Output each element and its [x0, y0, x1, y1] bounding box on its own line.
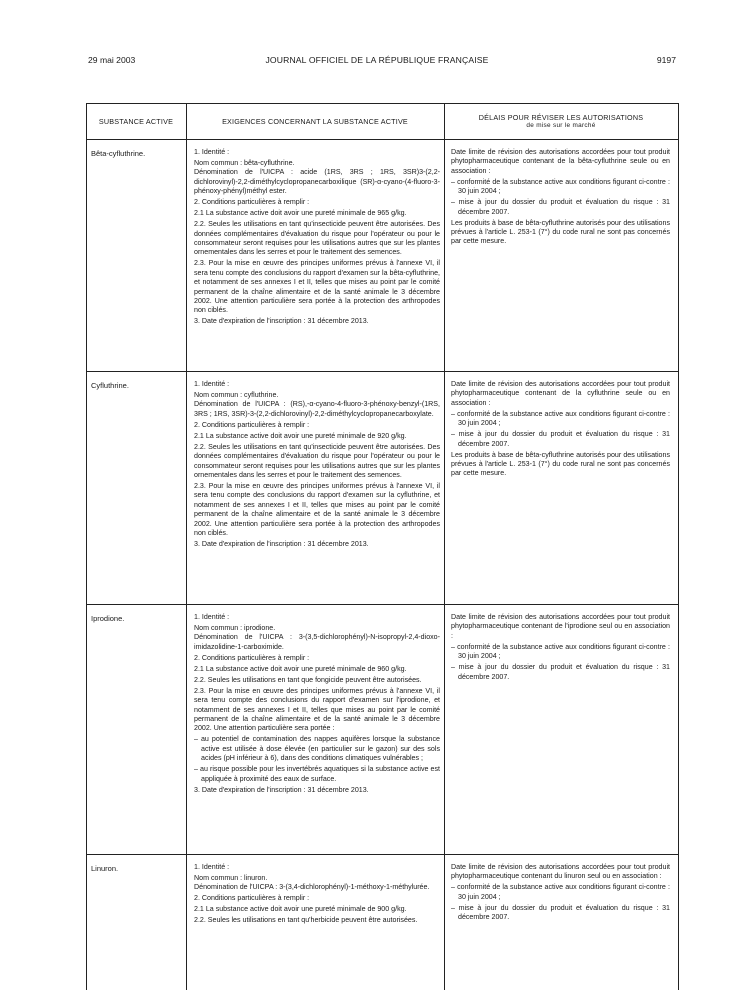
substance-name: Cyfluthrine.	[91, 381, 129, 390]
journal-title: JOURNAL OFFICIEL DE LA RÉPUBLIQUE FRANÇAISE	[265, 55, 489, 65]
page-number: 9197	[656, 55, 676, 65]
substance-name: Bêta-cyfluthrine.	[91, 149, 146, 158]
exigences-cell: 1. Identité : Nom commun : bêta-cyfluthrine. Dénomination de l'UICPA : acide (1RS, 3RS ; 1RS, 3SR)3-(2,2-dichlorovinyl)-2,2-diméthylcyclopropanecarboxilique (SR)-α-cyano-(4-fluoro-3-phénoxy-phényl)méthyl ester. 2. Conditions particulières à remplir : 2.1 La substance active doit avoir une pureté minimale de 965 g/kg. 2.2. Seules les utilisations en tant qu'insecticide peuvent être autorisées. Des données complémentaires d'évaluation du risque pour l'opérateur ou pour le consommateur seront requises pour les utilisations autres que sur les plantes ornementales dans les serres et pour le traitement des semences. 2.3. Pour la mise en œuvre des principes uniformes prévus à l'annexe VI, il sera tenu compte des conclusions du rapport d'examen sur la bêta-cyfluthrine, et notamment de ses annexes I et II, telles que mises au point par le comité permanent de la chaîne alimentaire et de la santé animale le 3 décembre 2002. Une attention particulière sera portée à la protection des arthropodes non ciblés. 3. Date d'expiration de l'inscription : 31 décembre 2013.	[194, 148, 440, 326]
header-date: 29 mai 2003	[88, 55, 136, 65]
header-separator	[86, 139, 678, 140]
row-separator-2	[86, 604, 678, 605]
delais-cell: Date limite de révision des autorisations accordées pour tout produit phytopharmaceutique contenant du linuron seul ou en association : – conformité de la substance active aux conditions figurant ci-contre : 30 juin 2004 ; – mise à jour du dossier du produit et évaluation du risque : 31 décembre 2007.	[451, 863, 670, 922]
column-header-delais: DÉLAIS POUR RÉVISER LES AUTORISATIONS de mise sur le marché	[478, 113, 644, 129]
regulation-table	[86, 103, 678, 990]
exigences-cell: 1. Identité : Nom commun : iprodione. Dénomination de l'UICPA : 3-(3,5-dichlorophényl)-N-isopropyl-2,4-dioxo-imidazolidine-1-carboximide. 2. Conditions particulières à remplir : 2.1 La substance active doit avoir une pureté minimale de 960 g/kg. 2.2. Seules les utilisations en tant que fongicide peuvent être autorisées. 2.3. Pour la mise en œuvre des principes uniformes prévus à l'annexe VI, il sera tenu compte des conclusions du rapport d'examen sur l'iprodione, et notamment de ses annexes I et II, telles que mises au point par le comité permanent de la chaîne alimentaire et de la santé animale le 3 décembre 2002. Une attention particulière sera portée : – au potentiel de contamination des nappes aquifères lorsque la substance active est utilisée à dose élevée (en particulier sur le gazon) sur des sols acides (pH inférieur à 6), dans des conditions climatiques vulnérables ; – au risque possible pour les invertébrés aquatiques si la substance active est appliquée à proximité des eaux de surface. 3. Date d'expiration de l'inscription : 31 décembre 2013.	[194, 613, 440, 794]
delais-cell: Date limite de révision des autorisations accordées pour tout produit phytopharmaceutique contenant de la bêta-cyfluthrine seule ou en association : – conformité de la substance active aux conditions figurant ci-contre : 30 juin 2004 ; – mise à jour du dossier du produit et évaluation du risque : 31 décembre 2007. Les produits à base de bêta-cyfluthrine autorisés pour des utilisations prévues à l'article L. 253-1 (7°) du code rural ne sont pas concernés par cette mesure.	[451, 148, 670, 246]
table-border-right	[678, 103, 679, 990]
column-divider-2	[444, 103, 445, 990]
delais-cell: Date limite de révision des autorisations accordées pour tout produit phytopharmaceutique contenant de la cyfluthrine seule ou en association : – conformité de la substance active aux conditions figurant ci-contre : 30 juin 2004 ; – mise à jour du dossier du produit et évaluation du risque : 31 décembre 2007. Les produits à base de bêta-cyfluthrine autorisés pour des utilisations prévues à l'article L. 253-1 (7°) du code rural ne sont pas concernés par cette mesure.	[451, 380, 670, 478]
substance-name: Iprodione.	[91, 614, 125, 623]
exigences-cell: 1. Identité : Nom commun : linuron. Dénomination de l'UICPA : 3-(3,4-dichlorophényl)-1-méthoxy-1-méthylurée. 2. Conditions particulières à remplir : 2.1 La substance active doit avoir une pureté minimale de 900 g/kg. 2.2. Seules les utilisations en tant qu'herbicide peuvent être autorisées.	[194, 863, 430, 925]
delais-cell: Date limite de révision des autorisations accordées pour tout produit phytopharmaceutique contenant de l'iprodione seul ou en association : – conformité de la substance active aux conditions figurant ci-contre : 30 juin 2004 ; – mise à jour du dossier du produit et évaluation du risque : 31 décembre 2007.	[451, 613, 670, 681]
column-header-substance: SUBSTANCE ACTIVE	[98, 116, 174, 126]
column-divider-1	[186, 103, 187, 990]
row-separator-3	[86, 854, 678, 855]
row-separator-1	[86, 371, 678, 372]
column-header-exigences: EXIGENCES CONCERNANT LA SUBSTANCE ACTIVE	[222, 116, 408, 126]
page-header	[0, 55, 754, 69]
exigences-cell: 1. Identité : Nom commun : cyfluthrine. Dénomination de l'UICPA : (RS),-α-cyano-4-fluoro-3-phénoxy-benzyl-(1RS, 3RS ; 1RS, 3SR)-3-(2,2-dichlorovinyl)-2,2-diméthylcyclopropanecarboxylate. 2. Conditions particulières à remplir : 2.1 La substance active doit avoir une pureté minimale de 920 g/kg. 2.2. Seules les utilisations en tant qu'insecticide peuvent être autorisées. Des données complémentaires d'évaluation du risque pour l'opérateur ou pour le consommateur seront requises pour les utilisations autres que sur les plantes ornementales dans les serres et pour le traitement des semences. 2.3. Pour la mise en œuvre des principes uniformes prévus à l'annexe VI, il sera tenu compte des conclusions du rapport d'examen sur la cyfluthrine, et notamment de ses annexes I et II, telles que mises au point par le comité permanent de la chaîne alimentaire et de la santé animale le 3 décembre 2002. Une attention particulière sera portée à la protection des arthropodes non ciblés. 3. Date d'expiration de l'inscription : 31 décembre 2013.	[194, 380, 440, 549]
substance-name: Linuron.	[91, 864, 119, 873]
table-border-left	[86, 103, 87, 990]
